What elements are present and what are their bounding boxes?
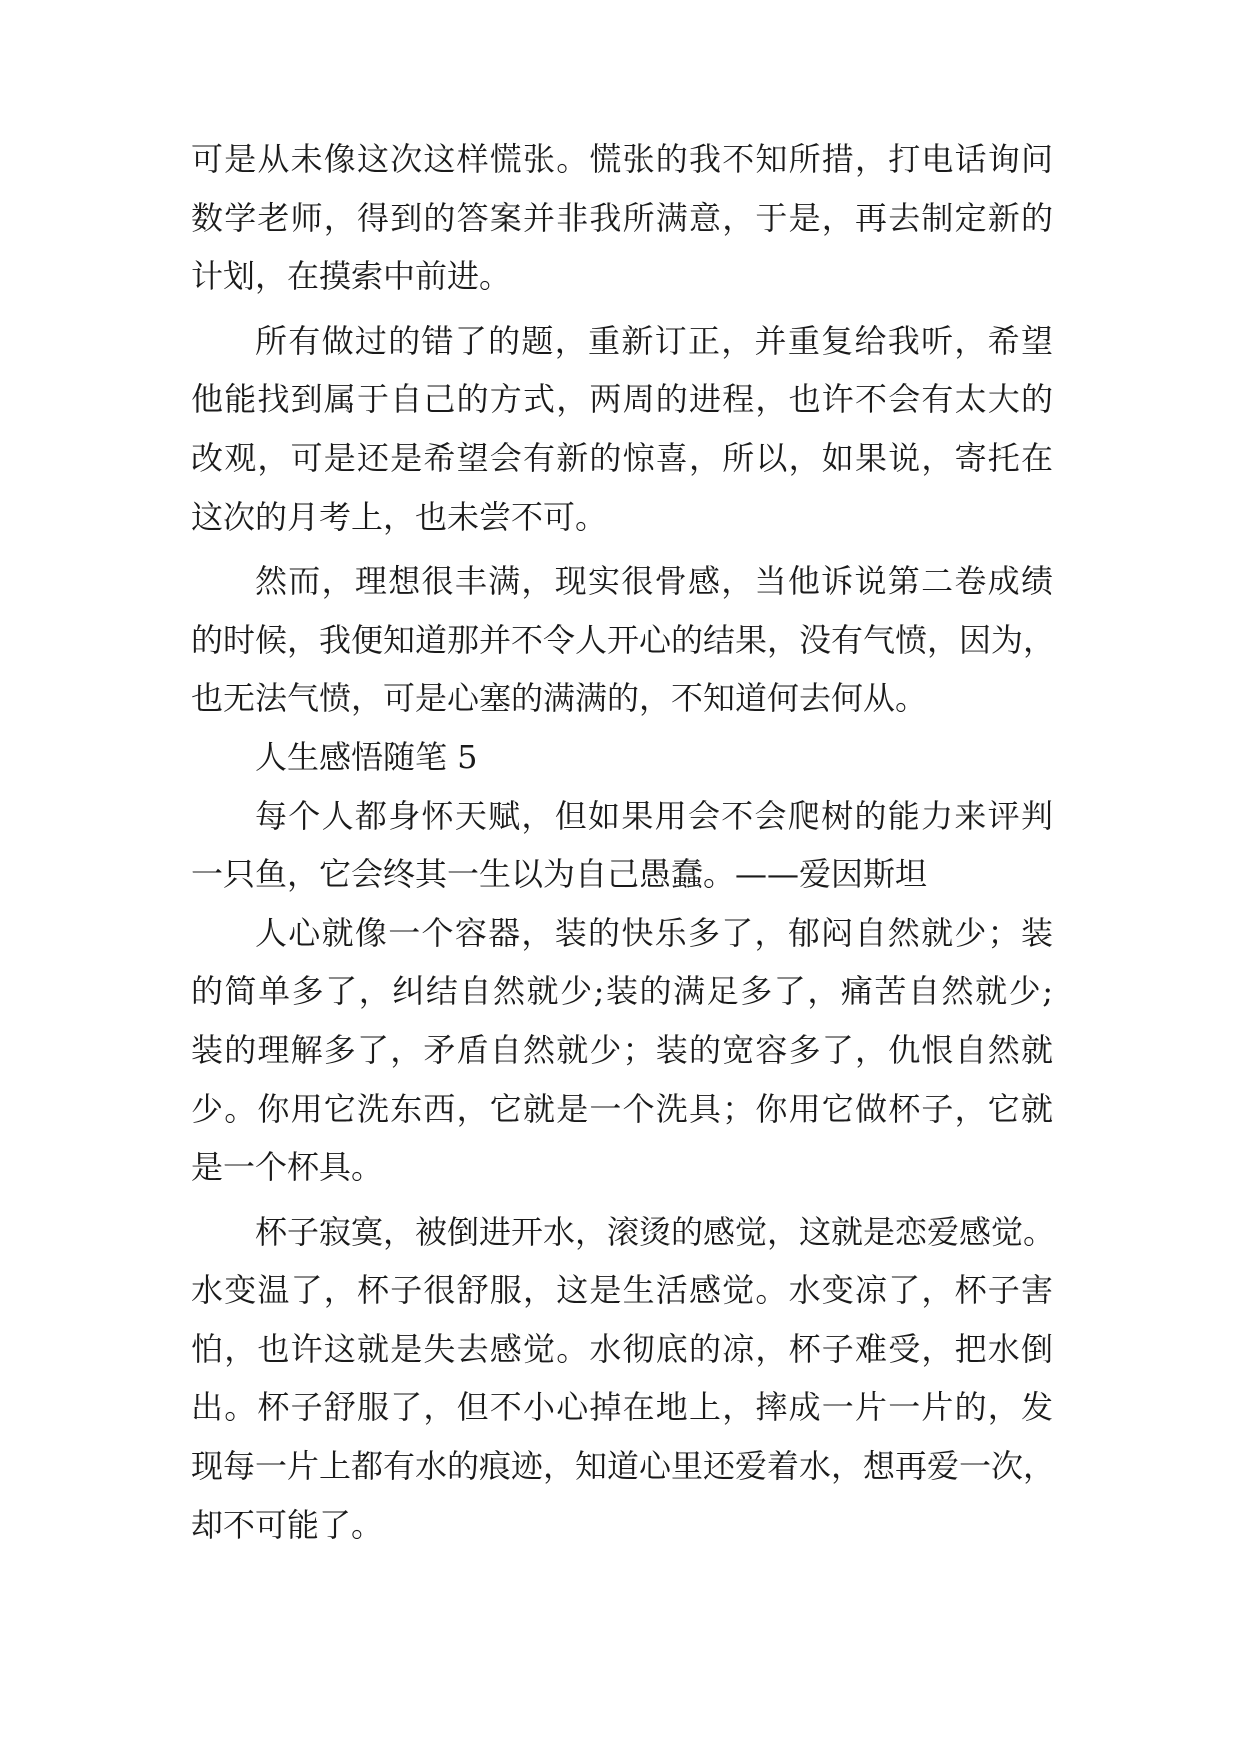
text-line: 也无法气愤，可是心塞的满满的，不知道何去何从。	[191, 679, 928, 718]
text-line: 数学老师，得到的答案并非我所满意，于是，再去制定新的	[191, 198, 1053, 237]
section-heading	[191, 728, 1053, 787]
text-line: 是一个杯具。	[191, 1148, 384, 1187]
text-line: 出。杯子舒服了，但不小心掉在地上，摔成一片一片的，发	[191, 1388, 1053, 1427]
text-line: 的简单多了，纠结自然就少;装的满足多了，痛苦自然就少;	[191, 972, 1053, 1011]
text-line: 然而，理想很丰满，现实很骨感，当他诉说第二卷成绩	[255, 562, 1053, 601]
text-line: 一只鱼，它会终其一生以为自己愚蠢。——爱因斯坦	[191, 855, 928, 894]
text-line: 却不可能了。	[191, 1505, 384, 1544]
text-line: 计划，在摸索中前进。	[191, 257, 512, 296]
document-body	[191, 130, 1056, 1554]
text-line: 怕，也许这就是失去感觉。水彻底的凉，杯子难受，把水倒	[191, 1329, 1053, 1368]
text-line: 他能找到属于自己的方式，两周的进程，也许不会有太大的	[191, 380, 1053, 419]
text-line: 这次的月考上，也未尝不可。	[191, 497, 608, 536]
paragraph	[191, 1203, 1056, 1555]
paragraph	[191, 787, 1053, 904]
text-line: 杯子寂寞，被倒进开水，滚烫的感觉，这就是恋爱感觉。	[255, 1212, 1056, 1251]
paragraph	[191, 312, 1053, 546]
text-line: 现每一片上都有水的痕迹，知道心里还爱着水，想再爱一次，	[191, 1447, 1056, 1486]
text-line: 少。你用它洗东西，它就是一个洗具；你用它做杯子，它就	[191, 1089, 1053, 1128]
text-line: 所有做过的错了的题，重新订正，并重复给我听，希望	[255, 321, 1053, 360]
text-line: 装的理解多了，矛盾自然就少；装的宽容多了，仇恨自然就	[191, 1030, 1053, 1069]
text-line: 改观，可是还是希望会有新的惊喜，所以，如果说，寄托在	[191, 438, 1053, 477]
text-line: 可是从未像这次这样慌张。慌张的我不知所措，打电话询问	[191, 140, 1053, 178]
text-line: 每个人都身怀天赋，但如果用会不会爬树的能力来评判	[255, 796, 1053, 835]
paragraph	[191, 904, 1053, 1197]
text-line: 的时候，我便知道那并不令人开心的结果，没有气愤，因为，	[191, 620, 1056, 659]
paragraph	[191, 552, 1056, 728]
text-line: 人生感悟随笔 5	[255, 737, 478, 776]
text-line: 人心就像一个容器，装的快乐多了，郁闷自然就少；装	[255, 913, 1053, 952]
paragraph	[191, 130, 1053, 306]
text-line: 水变温了，杯子很舒服，这是生活感觉。水变凉了，杯子害	[191, 1271, 1053, 1310]
